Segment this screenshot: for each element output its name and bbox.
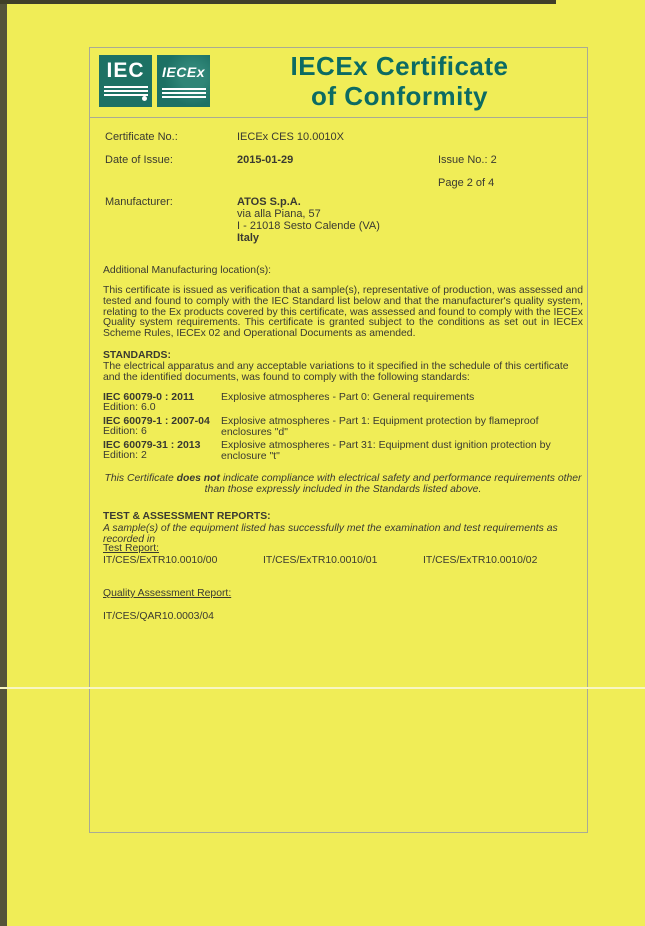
standard-description: Explosive atmospheres - Part 31: Equipment dust ignition protection by enclosure "t" xyxy=(221,439,551,462)
issue-no: Issue No.: 2 xyxy=(438,154,497,166)
iecex-logo-icon xyxy=(157,55,210,107)
iec-logo-text: IEC xyxy=(106,59,145,82)
test-report-3: IT/CES/ExTR10.0010/02 xyxy=(423,555,538,566)
standard-code: IEC 60079-0 : 2011 xyxy=(103,391,195,403)
standard-row xyxy=(103,392,583,416)
paper-fold-line xyxy=(0,687,645,689)
manufacturer-country: Italy xyxy=(237,232,260,244)
standard-row xyxy=(103,416,583,440)
test-report-label: Test Report: xyxy=(103,543,160,554)
manufacturer-address2: I - 21018 Sesto Calende (VA) xyxy=(237,220,380,232)
standard-edition: Edition: 6.0 xyxy=(103,400,156,413)
standard-description: Explosive atmospheres - Part 1: Equipment protection by flameproof enclosures "d" xyxy=(221,415,539,438)
qar-value: IT/CES/QAR10.0003/04 xyxy=(103,611,214,622)
date-of-issue-value: 2015-01-29 xyxy=(237,154,294,166)
manufacturer-address1: via alla Piana, 57 xyxy=(237,208,321,220)
iec-logo-icon xyxy=(99,55,152,107)
page-title-line1: IECEx Certificate xyxy=(290,51,509,81)
qar-label: Quality Assessment Report: xyxy=(103,588,232,599)
scan-edge-top xyxy=(0,0,556,4)
standard-edition: Edition: 6 xyxy=(103,424,147,437)
standards-heading: STANDARDS: xyxy=(103,350,171,361)
compliance-note-emphasis: does not xyxy=(176,473,220,484)
reports-heading: TEST & ASSESSMENT REPORTS: xyxy=(103,511,271,522)
iec-logo-lines xyxy=(104,86,148,98)
standard-row xyxy=(103,440,583,464)
standards-table xyxy=(103,392,583,464)
page-title xyxy=(222,51,577,111)
reports-intro: A sample(s) of the equipment listed has successfully met the examination and test requirements as recorded in xyxy=(103,523,558,545)
compliance-note-prefix: This Certificate xyxy=(104,473,177,484)
test-report-2: IT/CES/ExTR10.0010/01 xyxy=(263,555,378,566)
page-indicator: Page 2 of 4 xyxy=(438,177,495,189)
page-title-line2: of Conformity xyxy=(311,81,488,111)
certificate-no-value: IECEx CES 10.0010X xyxy=(237,131,345,143)
scan-edge-left xyxy=(0,0,7,926)
manufacturer-name: ATOS S.p.A. xyxy=(237,196,301,208)
header-separator xyxy=(89,117,588,118)
manufacturer-block xyxy=(237,196,380,244)
standard-description: Explosive atmospheres - Part 0: General requirements xyxy=(221,391,475,403)
standard-code: IEC 60079-1 : 2007-04 xyxy=(103,415,210,427)
manufacturer-label: Manufacturer: xyxy=(105,196,173,208)
standards-intro: The electrical apparatus and any acceptable variations to it specified in the schedule of this certificate and the identified documents, was found to comply with the following standards: xyxy=(103,361,569,383)
standard-edition: Edition: 2 xyxy=(103,448,147,461)
test-report-1: IT/CES/ExTR10.0010/00 xyxy=(103,555,218,566)
certificate-no-label: Certificate No.: xyxy=(105,131,178,143)
verification-paragraph: This certificate is issued as verification that a sample(s), representative of production, was assessed and tested and found to comply with the IEC Standard list below and that the manufacturer's quality system, relating to the Ex products covered by this certificate, was assessed and found to comply with the IECEx Quality system requirements. This certificate is granted subject to the conditions as set out in IECEx Scheme Rules, IECEx 02 and Operational Documents as amended. xyxy=(103,285,583,340)
header-logos xyxy=(99,55,210,107)
date-of-issue-label: Date of Issue: xyxy=(105,154,173,166)
iecex-logo-lines xyxy=(162,88,206,100)
standard-code: IEC 60079-31 : 2013 xyxy=(103,439,201,451)
compliance-note-suffix: indicate compliance with electrical safety and performance requirements other than those expressly included in the Standards listed above. xyxy=(204,473,582,495)
additional-locations-label: Additional Manufacturing location(s): xyxy=(103,265,272,276)
iec-logo-dot xyxy=(142,96,147,101)
iecex-logo-text: IECEx xyxy=(162,64,205,80)
compliance-note xyxy=(103,474,583,496)
